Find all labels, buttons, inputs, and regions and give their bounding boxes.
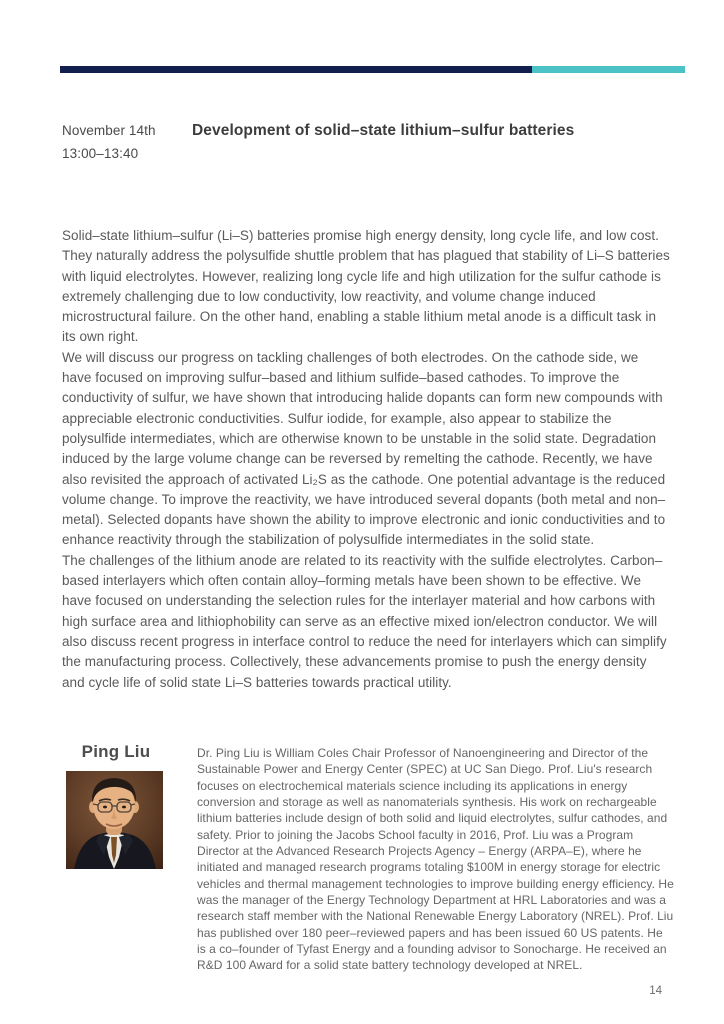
speaker-bio: Dr. Ping Liu is William Coles Chair Professor of Nanoengineering and Director of the Sustainable Power and Energy Center (SPEC) at UC San Diego. Prof. Liu's research focuses on electrochemical materials science including its applications in energy conversion and storage as well as nanomaterials synthesis. His work on rechargeable lithium batteries include design of both solid and liquid electrolytes, sulfur cathodes, and safety. Prior to joining the Jacobs School faculty in 2016, Prof. Liu was a Program Director at the Advanced Research Projects Agency – Energy (ARPA–E), where he initiated and managed research programs totaling $100M in energy storage for electric vehicles and thermal management technologies to improve building energy efficiency. He was the manager of the Energy Technology Department at HRL Laboratories and was a research staff member with the National Renewable Energy Laboratory (NREL). Prof. Liu has published over 180 peer–reviewed papers and has been issued 60 US patents. He is a co–founder of Tyfast Energy and a founding advisor to Sonocharge. He received an R&D 100 Award for a solid state battery technology developed at NREL. [197,746,674,973]
speaker-identity [66,742,166,869]
page-number: 14 [649,985,662,997]
accent-bar-teal-segment [532,66,685,73]
abstract-paragraph-1: Solid–state lithium–sulfur (Li–S) batteries promise high energy density, long cycle life, and low cost. They naturally address the polysulfide shuttle problem that has plagued that stability of Li–S batteries with liquid electrolytes. However, realizing long cycle life and high utilization for the sulfur cathode is extremely challenging due to low conductivity, low reactivity, and volume change induced microstructural failure. On the other hand, enabling a stable lithium metal anode is a difficult task in its own right. [62,228,670,345]
abstract-text [62,226,670,693]
session-time: 13:00–13:40 [62,146,139,161]
accent-bar-navy-segment [60,66,532,73]
header-accent-bar [60,66,685,73]
abstract-paragraph-3: The challenges of the lithium anode are related to its reactivity with the sulfide electrolytes. Carbon–based interlayers which often contain alloy–forming metals have been shown to be effective. We have focused on understanding the selection rules for the interlayer material and how carbons with high surface area and lithiophobility can serve as an effective mixed ion/electron conductor. We will also discuss recent progress in interface control to reduce the need for interlayers which can simplify the manufacturing process. Collectively, these advancements promise to push the energy density and cycle life of solid state Li–S batteries towards practical utility. [62,552,667,690]
session-header [62,119,662,165]
session-title: Development of solid–state lithium–sulfur batteries [192,122,575,139]
abstract-paragraph-2: We will discuss our progress on tackling challenges of both electrodes. On the cathode side, we have focused on improving sulfur–based and lithium sulfide–based cathodes. To improve the conductivity of sulfur, we have shown that introducing halide dopants can form new compounds with appreciable electronic conductivities. Sulfur iodide, for example, also appear to stabilize the polysulfide intermediates, which are otherwise known to be unstable in the solid state. Degradation induced by the large volume change can be reversed by remelting the cathode. Recently, we have also revisited the approach of activated Li₂S as the cathode. One potential advantage is the reduced volume change. To improve the reactivity, we have introduced several dopants (both metal and non–metal). Selected dopants have shown the ability to improve electronic and ionic conductivities and to enhance reactivity through the stabilization of polysulfide intermediates in the solid state. [62,349,666,548]
session-datetime [62,119,192,165]
session-date: November 14th [62,123,156,138]
speaker-photo [66,771,163,869]
speaker-name: Ping Liu [81,742,151,761]
